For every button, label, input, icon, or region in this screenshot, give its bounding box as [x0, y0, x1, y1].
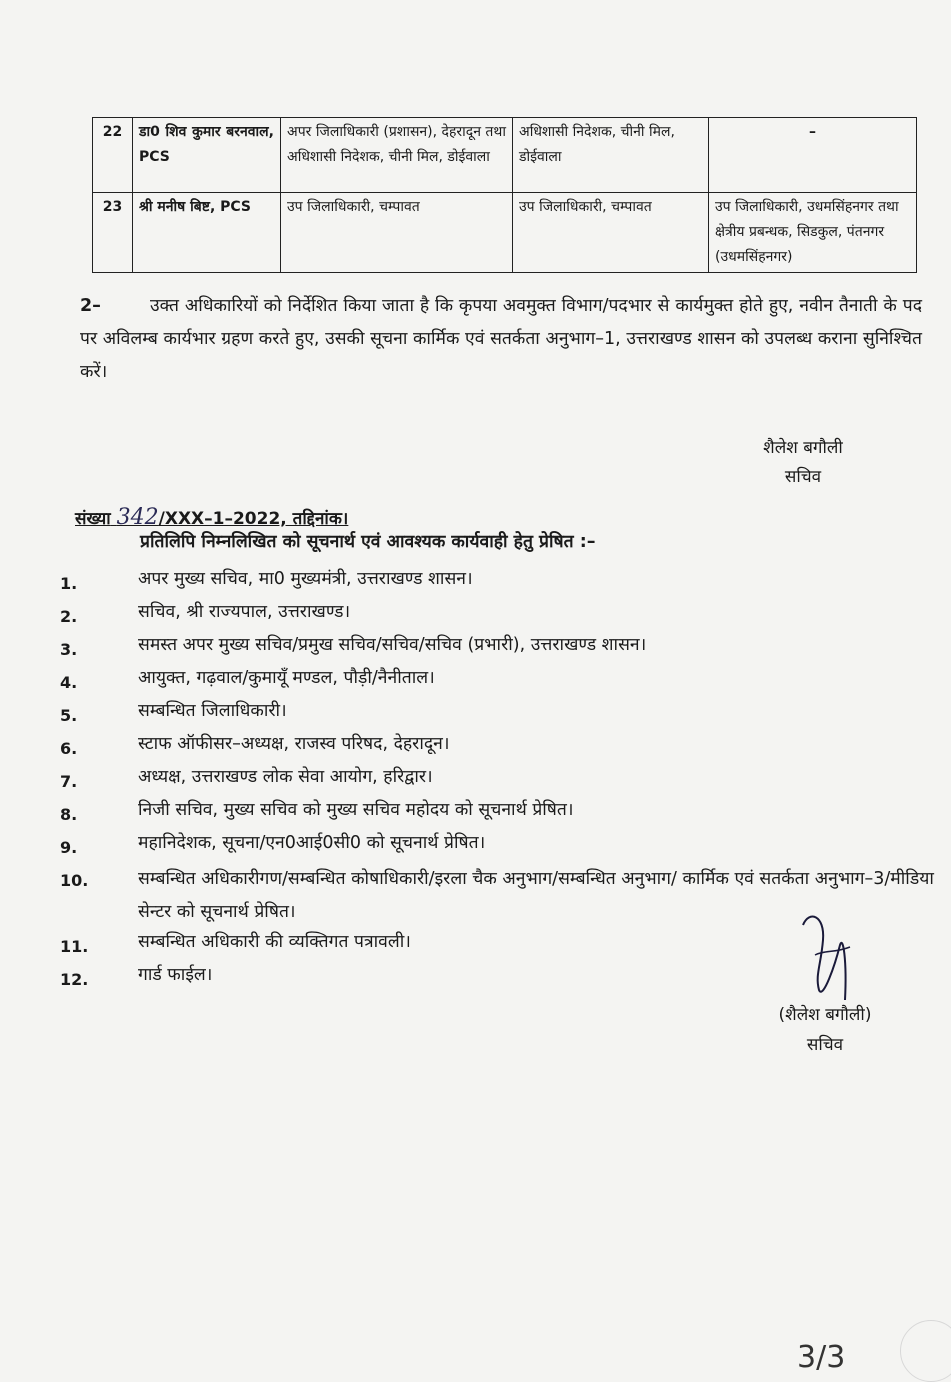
item-number: 10. [60, 871, 89, 890]
item-number: 7. [60, 772, 78, 791]
reference-suffix: /XXX–1–2022, तद्दिनांक। [158, 509, 349, 529]
relieved-post: अधिशासी निदेशक, चीनी मिल, डोईवाला [513, 118, 709, 193]
new-post: उप जिलाधिकारी, उधमसिंहनगर तथा क्षेत्रीय प्रबन्धक, सिडकुल, पंतनगर (उधमसिंहनगर) [709, 193, 917, 273]
list-item [60, 566, 950, 599]
item-text: निजी सचिव, मुख्य सचिव को मुख्य सचिव महोदय को सूचनार्थ प्रेषित। [138, 800, 574, 820]
signatory-name: शैलेश बगौली [763, 438, 843, 458]
relieved-post: उप जिलाधिकारी, चम्पावत [513, 193, 709, 273]
officer-name: श्री मनीष बिष्ट, PCS [133, 193, 281, 273]
item-number: 11. [60, 937, 89, 956]
item-number: 5. [60, 706, 78, 725]
item-number: 8. [60, 805, 78, 824]
list-item [60, 632, 950, 665]
item-number: 3. [60, 640, 78, 659]
handwritten-signature [795, 905, 875, 1015]
row-number: 23 [93, 193, 133, 273]
officer-name: डा0 शिव कुमार बरनवाल, PCS [133, 118, 281, 193]
list-item [60, 830, 950, 863]
signatory-designation: सचिव [806, 1035, 844, 1055]
list-item [60, 599, 950, 632]
item-text: सचिव, श्री राज्यपाल, उत्तराखण्ड। [138, 602, 351, 622]
item-text: अध्यक्ष, उत्तराखण्ड लोक सेवा आयोग, हरिद्वार। [138, 767, 433, 787]
item-text: गार्ड फाईल। [138, 965, 213, 985]
item-text: सम्बन्धित अधिकारी की व्यक्तिगत पत्रावली। [138, 932, 411, 952]
item-text: सम्बन्धित जिलाधिकारी। [138, 701, 287, 721]
item-text: सम्बन्धित अधिकारीगण/सम्बन्धित कोषाधिकारी/इरला चैक अनुभाग/सम्बन्धित अनुभाग/ कार्मिक एवं सतर्कता अनुभाग–3/मीडिया सेन्टर को सूचनार्थ प्रेषित। [138, 869, 934, 922]
item-number: 6. [60, 739, 78, 758]
signature-block-top [748, 434, 858, 492]
list-item [60, 731, 950, 764]
current-post: उप जिलाधिकारी, चम्पावत [281, 193, 513, 273]
item-text: आयुक्त, गढ़वाल/कुमायूँ मण्डल, पौड़ी/नैनीताल। [138, 668, 435, 688]
paragraph-number: 2– [80, 296, 101, 316]
item-text: समस्त अपर मुख्य सचिव/प्रमुख सचिव/सचिव/सचिव (प्रभारी), उत्तराखण्ड शासन। [138, 635, 647, 655]
table-row [93, 193, 917, 273]
list-item [60, 764, 950, 797]
corner-shadow [900, 1320, 951, 1382]
signatory-name: (शैलेश बगौली) [778, 1005, 872, 1025]
signature-block-bottom [760, 1000, 890, 1060]
item-number: 2. [60, 607, 78, 626]
new-post: – [709, 118, 917, 193]
reference-number [75, 505, 348, 530]
list-item [60, 797, 950, 830]
item-text: स्टाफ ऑफीसर–अध्यक्ष, राजस्व परिषद, देहरादून। [138, 734, 450, 754]
instruction-paragraph [80, 290, 922, 389]
item-text: अपर मुख्य सचिव, मा0 मुख्यमंत्री, उत्तराखण्ड शासन। [138, 569, 473, 589]
item-number: 4. [60, 673, 78, 692]
table-row [93, 118, 917, 193]
posting-table [92, 117, 917, 273]
item-text: महानिदेशक, सूचना/एन0आई0सी0 को सूचनार्थ प्रेषित। [138, 833, 486, 853]
current-post: अपर जिलाधिकारी (प्रशासन), देहरादून तथा अधिशासी निदेशक, चीनी मिल, डोईवाला [281, 118, 513, 193]
paragraph-text: उक्त अधिकारियों को निर्देशित किया जाता है कि कृपया अवमुक्त विभाग/पदभार से कार्यमुक्त होते हुए, नवीन तैनाती के पद पर अविलम्ब कार्यभार ग्रहण करते हुए, उसकी सूचना कार्मिक एवं सतर्कता अनुभाग–1, उत्तराखण्ड शासन को उपलब्ध कराना सुनिश्चित करें। [80, 296, 922, 382]
copy-intro: प्रतिलिपि निम्नलिखित को सूचनार्थ एवं आवश्यक कार्यवाही हेतु प्रेषित :– [140, 532, 596, 552]
reference-prefix: संख्या [75, 509, 111, 529]
signatory-designation: सचिव [784, 467, 822, 487]
page-number: 3/3 [797, 1340, 846, 1375]
item-number: 12. [60, 970, 89, 989]
list-item [60, 665, 950, 698]
handwritten-number: 342 [116, 505, 159, 530]
item-number: 9. [60, 838, 78, 857]
row-number: 22 [93, 118, 133, 193]
list-item [60, 698, 950, 731]
item-number: 1. [60, 574, 78, 593]
